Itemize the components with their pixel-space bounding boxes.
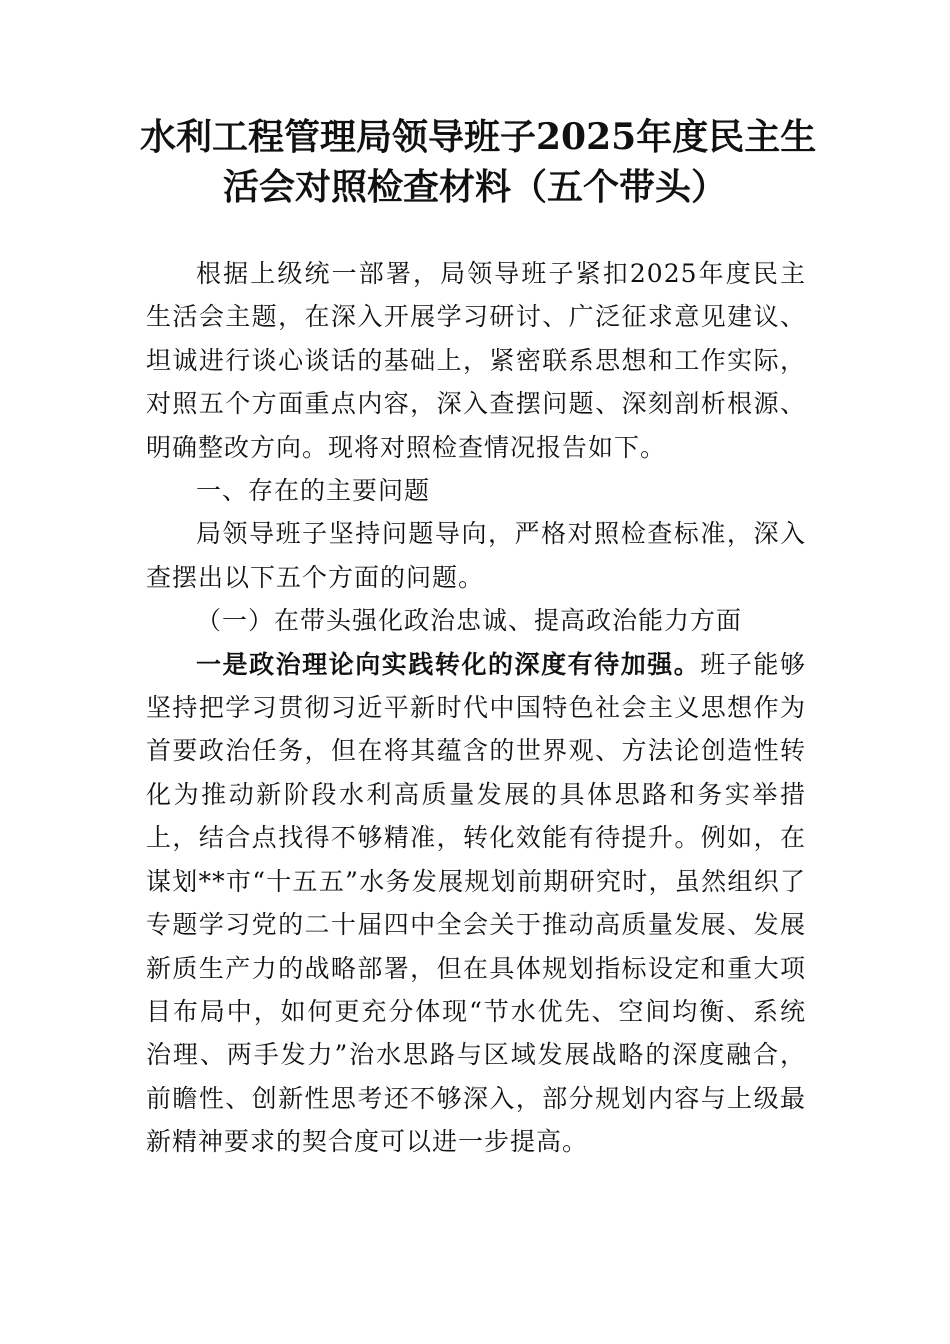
point-paragraph	[146, 643, 806, 1164]
section-intro-paragraph: 局领导班子坚持问题导向，严格对照检查标准，深入查摆出以下五个方面的问题。	[146, 519, 806, 592]
title-line-1: 水利工程管理局领导班子2025年度民主生	[140, 116, 817, 158]
document-body	[146, 252, 806, 1164]
section-heading-problems: 一、存在的主要问题	[196, 476, 431, 506]
point-body: 班子能够坚持把学习贯彻习近平新时代中国特色社会主义思想作为首要政治任务，但在将其蕴含的世界观、方法论创造性转化为推动新阶段水利高质量发展的具体思路和务实举措上，结合点找得不够精准，转化效能有待提升。例如，在谋划**市“十五五”水务发展规划前期研究时，虽然组织了专题学习党的二十届四中全会关于推动高质量发展、发展新质生产力的战略部署，但在具体规划指标设定和重大项目布局中，如何更充分体现“节水优先、空间均衡、系统治理、两手发力”治水思路与区域发展战略的深度融合，前瞻性、创新性思考还不够深入，部分规划内容与上级最新精神要求的契合度可以进一步提高。	[146, 649, 806, 1157]
intro-paragraph: 根据上级统一部署，局领导班子紧扣2025年度民主生活会主题，在深入开展学习研讨、广泛征求意见建议、坦诚进行谈心谈话的基础上，紧密联系思想和工作实际，对照五个方面重点内容，深入查摆问题、深刻剖析根源、明确整改方向。现将对照检查情况报告如下。	[146, 259, 806, 462]
point-lead: 一是政治理论向实践转化的深度有待加强。	[196, 649, 701, 679]
document-title	[140, 112, 817, 212]
title-line-2: 活会对照检查材料（五个带头）	[222, 166, 727, 208]
subsection-heading-political: （一）在带头强化政治忠诚、提高政治能力方面	[196, 606, 743, 636]
